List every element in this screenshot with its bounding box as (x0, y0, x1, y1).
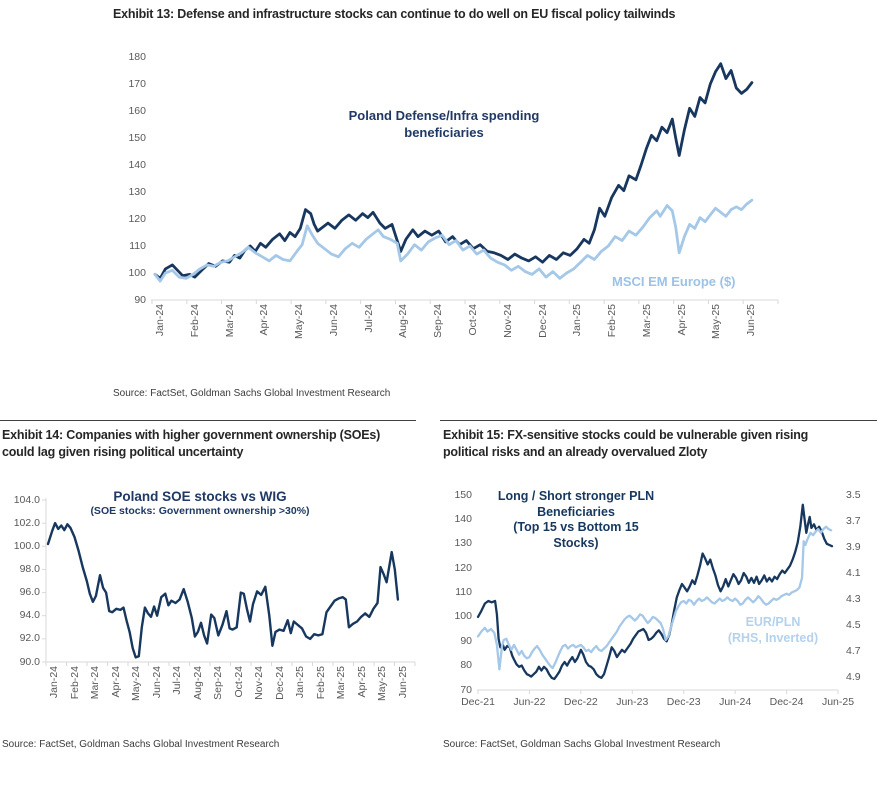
x-tick-label: Dec-24 (273, 666, 286, 700)
y-tick-label: 150 (454, 488, 472, 501)
series-line-msci-em-europe- (155, 200, 752, 281)
y2-tick-label: 3.7 (846, 514, 861, 527)
x-tick-label: Apr-25 (675, 304, 688, 336)
eurpln-label (688, 614, 858, 646)
x-tick-label: Feb-25 (314, 666, 327, 700)
x-tick-label: Nov-24 (501, 304, 514, 338)
y-tick-label: 92.0 (19, 632, 40, 645)
long-short-pln-annotation-line4: Stocks) (553, 535, 599, 550)
exhibit-14-title (2, 427, 436, 461)
divider-rule-right (440, 420, 877, 421)
y-tick-label: 120 (454, 561, 472, 574)
y-tick-label: 130 (454, 537, 472, 550)
x-tick-label: Oct-24 (232, 666, 245, 698)
y-tick-label: 104.0 (13, 493, 40, 506)
x-tick-label: Jun-25 (821, 696, 855, 708)
x-tick-label: Nov-24 (253, 666, 265, 700)
y2-tick-label: 4.1 (846, 566, 861, 579)
x-tick-label: Apr-24 (258, 304, 271, 336)
y-tick-label: 102.0 (13, 516, 40, 529)
y-tick-label: 100 (454, 610, 472, 623)
x-tick-label: Jun-22 (513, 696, 546, 708)
exhibit-13-title: Exhibit 13: Defense and infrastructure stocks can continue to do well on EU fiscal policy tailwinds (113, 7, 676, 21)
y-tick-label: 110 (129, 239, 146, 252)
x-tick-label: Dec-21 (461, 696, 495, 708)
x-tick-label: Dec-22 (563, 696, 598, 708)
long-short-pln-annotation (478, 489, 674, 551)
y-tick-label: 150 (128, 131, 146, 144)
exhibit-15-title-line2: political risks and an already overvalued Zloty (443, 445, 708, 459)
y-tick-label: 130 (128, 185, 146, 198)
x-tick-label: May-24 (293, 304, 306, 340)
poland-defense-annotation (330, 107, 558, 141)
x-tick-label: Apr-24 (109, 666, 122, 698)
eurpln-label-line1: EUR/PLN (745, 615, 801, 629)
msci-em-europe-label: MSCI EM Europe ($) (612, 274, 736, 289)
y-tick-label: 180 (128, 50, 146, 63)
x-tick-label: Dec-24 (536, 304, 549, 338)
x-tick-label: Oct-24 (467, 304, 479, 336)
divider-rule-left (0, 420, 416, 421)
x-tick-label: Jun-23 (616, 696, 649, 708)
y2-tick-label: 4.7 (846, 644, 861, 657)
y-tick-label: 98.0 (19, 562, 40, 575)
x-tick-label: Jan-24 (154, 304, 166, 337)
soe-chart-subtitle: (SOE stocks: Government ownership >30%) (90, 505, 310, 517)
y2-tick-label: 3.9 (846, 540, 861, 553)
exhibit-14-title-line1: Exhibit 14: Companies with higher government ownership (SOEs) (2, 428, 381, 442)
x-tick-label: Jun-24 (719, 696, 752, 708)
x-tick-label: Mar-25 (640, 304, 653, 338)
exhibit-14-source: Source: FactSet, Goldman Sachs Global Investment Research (2, 739, 280, 750)
long-short-pln-annotation-line2: Beneficiaries (537, 504, 615, 519)
y-tick-label: 140 (128, 158, 146, 171)
x-tick-label: Jan-25 (571, 304, 584, 337)
series-line-poland-soe-stocks-vs-wig (48, 523, 398, 657)
y-tick-label: 90.0 (19, 655, 40, 668)
y-tick-label: 140 (454, 512, 472, 525)
y-tick-label: 100 (128, 266, 146, 279)
x-tick-label: Jul-24 (362, 304, 375, 333)
y-tick-label: 90 (134, 293, 146, 306)
long-short-pln-annotation-line3: (Top 15 vs Bottom 15 (513, 520, 639, 534)
series-line-poland-defense-infra-spending-beneficiar (155, 64, 752, 279)
y-tick-label: 100.0 (13, 539, 40, 552)
x-tick-label: Jun-24 (327, 304, 340, 337)
x-tick-label: Dec-24 (769, 696, 804, 708)
x-tick-label: Jun-24 (150, 666, 163, 699)
x-tick-label: Aug-24 (191, 666, 204, 700)
x-tick-label: Mar-24 (89, 666, 101, 700)
y-tick-label: 70 (460, 683, 472, 696)
x-tick-label: Jan-25 (294, 666, 306, 699)
x-tick-label: Jun-25 (396, 666, 409, 699)
y-tick-label: 90 (460, 634, 472, 647)
x-tick-label: May-24 (130, 666, 142, 702)
y2-tick-label: 4.9 (846, 670, 861, 683)
y-tick-label: 120 (128, 212, 146, 225)
x-tick-label: Feb-24 (68, 666, 81, 700)
x-tick-label: Feb-25 (606, 304, 619, 338)
x-tick-label: Jun-25 (745, 304, 758, 337)
x-tick-label: Sep-24 (212, 666, 224, 700)
x-tick-label: May-25 (710, 304, 723, 340)
y-tick-label: 160 (128, 104, 146, 117)
x-tick-label: Aug-24 (397, 304, 410, 338)
soe-chart-title (70, 489, 330, 518)
y2-tick-label: 3.5 (846, 488, 861, 501)
exhibit-14-title-line2: could lag given rising political uncertainty (2, 445, 244, 459)
x-tick-label: May-25 (376, 666, 388, 702)
x-tick-label: Apr-25 (355, 666, 368, 698)
y2-tick-label: 4.3 (846, 592, 861, 605)
y-tick-label: 80 (460, 659, 472, 672)
y2-tick-label: 4.5 (846, 618, 861, 631)
y-tick-label: 96.0 (19, 586, 40, 599)
x-tick-label: Dec-23 (666, 696, 701, 708)
poland-defense-annotation-line1: Poland Defense/Infra spending (348, 108, 540, 123)
y-tick-label: 94.0 (19, 609, 40, 622)
x-tick-label: Mar-25 (335, 666, 347, 700)
exhibit-15-source: Source: FactSet, Goldman Sachs Global Investment Research (443, 739, 721, 750)
long-short-pln-annotation-line1: Long / Short stronger PLN (497, 489, 655, 503)
exhibit-15-title (443, 427, 877, 461)
x-tick-label: Jul-24 (171, 666, 183, 695)
x-tick-label: Mar-24 (223, 304, 236, 338)
exhibit-13-source: Source: FactSet, Goldman Sachs Global Investment Research (113, 388, 391, 399)
exhibit-15-title-line1: Exhibit 15: FX-sensitive stocks could be vulnerable given rising (443, 428, 809, 442)
eurpln-label-line2: (RHS, Inverted) (727, 631, 819, 645)
y-tick-label: 170 (128, 77, 146, 90)
x-tick-label: Jan-24 (48, 666, 60, 699)
soe-chart-title-line: Poland SOE stocks vs WIG (113, 489, 287, 504)
x-tick-label: Sep-24 (432, 304, 445, 338)
y-tick-label: 110 (455, 586, 472, 598)
x-tick-label: Feb-24 (188, 304, 201, 338)
poland-defense-annotation-line2: beneficiaries (404, 125, 484, 140)
